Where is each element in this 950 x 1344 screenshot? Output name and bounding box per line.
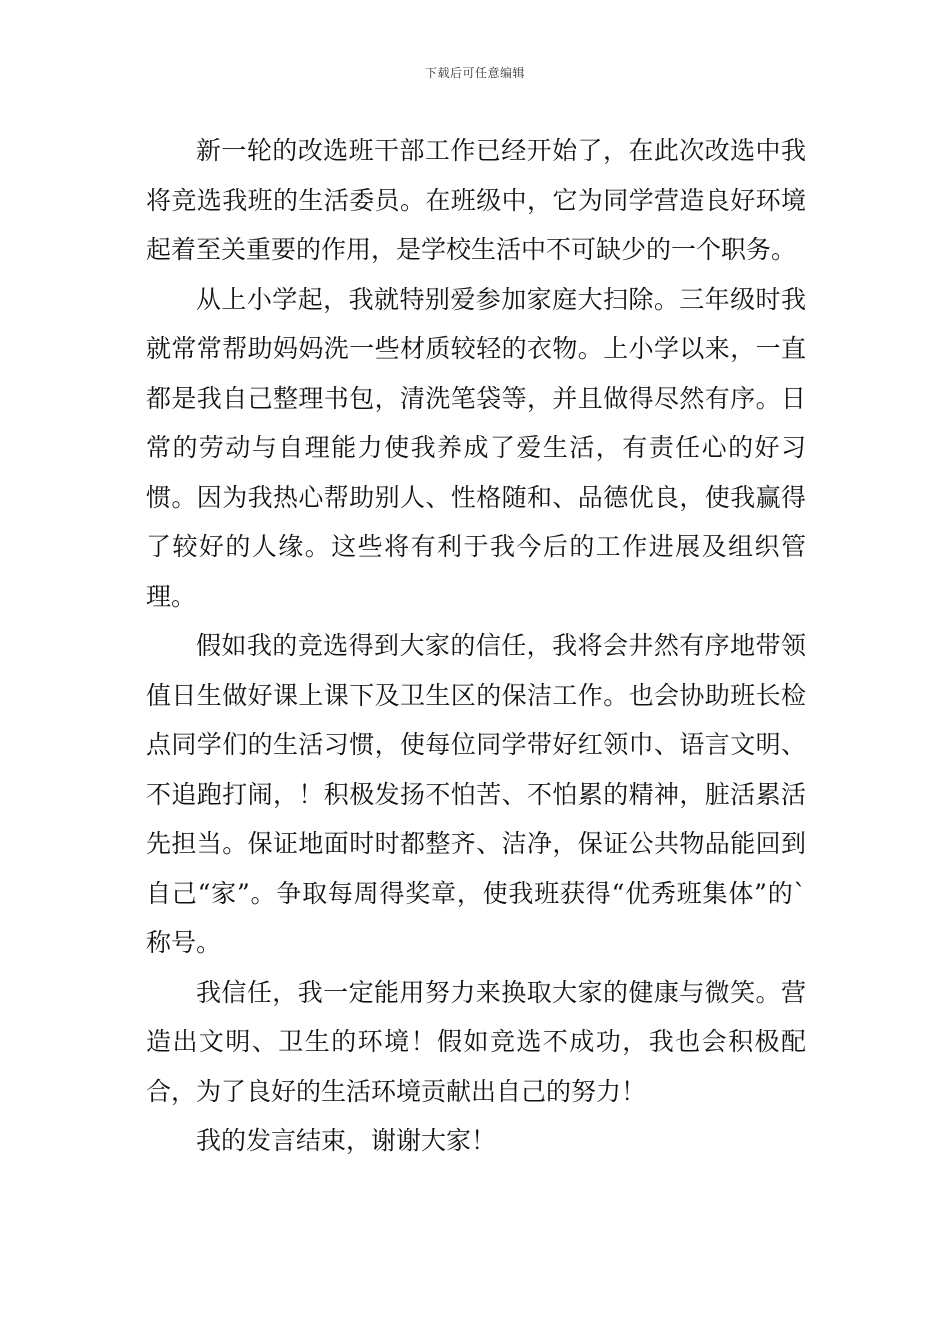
paragraph-3: 假如我的竞选得到大家的信任，我将会井然有序地带领值日生做好课上课下及卫生区的保洁工作。也会协助班长检点同学们的生活习惯，使每位同学带好红领巾、语言文明、不追跑打闹，！积极发扬不怕苦、不怕累的精神，脏活累活先担当。保证地面时时都整齐、洁净，保证公共物品能回到自己“家”。争取每周得奖章，使我班获得“优秀班集体”的`称号。	[146, 631, 806, 957]
paragraph-1: 新一轮的改选班干部工作已经开始了，在此次改选中我将竞选我班的生活委员。在班级中，它为同学营造良好环境起着至关重要的作用，是学校生活中不可缺少的一个职务。	[146, 136, 806, 264]
paragraph-2: 从上小学起，我就特别爱参加家庭大扫除。三年级时我就常常帮助妈妈洗一些材质较轻的衣物。上小学以来，一直都是我自己整理书包，清洗笔袋等，并且做得尽然有序。日常的劳动与自理能力使我养成了爱生活，有责任心的好习惯。因为我热心帮助别人、性格随和、品德优良，使我赢得了较好的人缘。这些将有利于我今后的工作进展及组织管理。	[146, 284, 806, 611]
paragraph-4: 我信任，我一定能用努力来换取大家的健康与微笑。营造出文明、卫生的环境！假如竞选不成功，我也会积极配合，为了良好的生活环境贡献出自己的努力！	[146, 977, 806, 1106]
paragraph-5: 我的发言结束，谢谢大家！	[196, 1126, 497, 1155]
document-body	[146, 126, 806, 1166]
page-header: 下载后可任意编辑	[424, 66, 525, 80]
